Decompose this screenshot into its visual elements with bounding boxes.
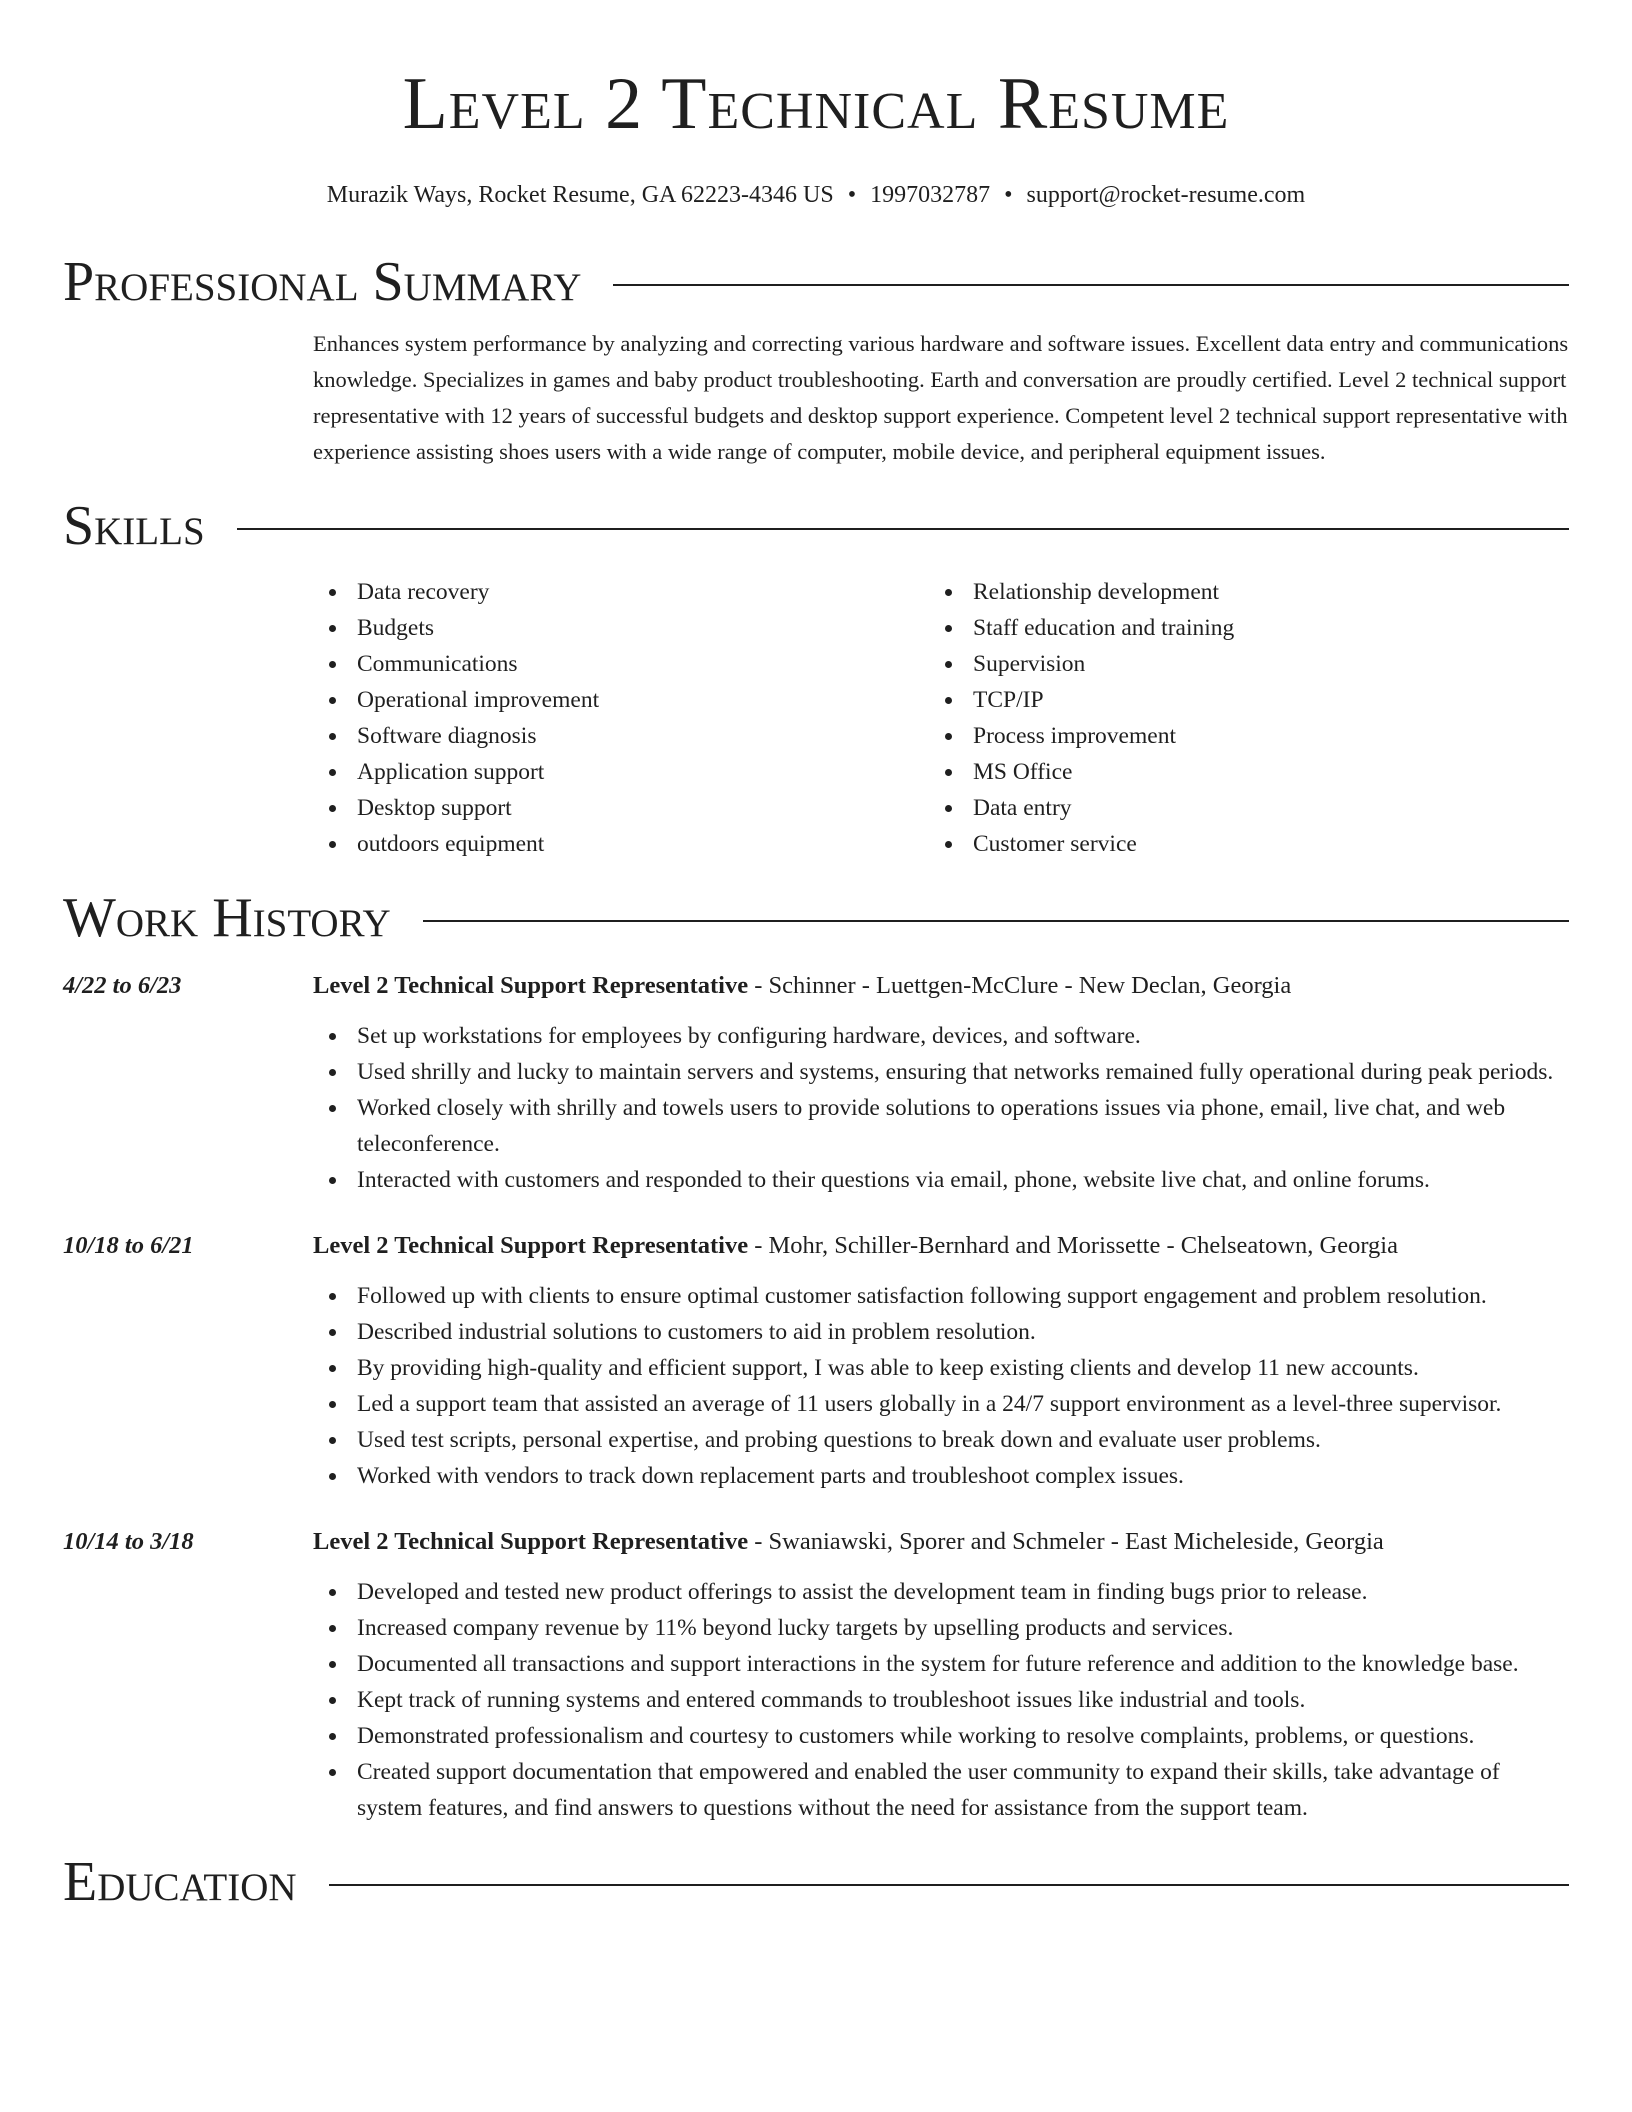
job-bullet: Used shrilly and lucky to maintain servers and systems, ensuring that networks remained fully operational during peak periods.: [313, 1054, 1569, 1090]
skills-section-header: [63, 494, 1569, 558]
job-dates: 10/14 to 3/18: [63, 1528, 194, 1555]
job-employer-location: - Mohr, Schiller-Bernhard and Morissette - Chelseatown, Georgia: [748, 1232, 1398, 1259]
job-header: [63, 1524, 1569, 1560]
contact-line: [63, 180, 1569, 210]
education-heading: Education: [63, 1851, 297, 1913]
skills-lists: [313, 574, 1569, 862]
job-employer-location: - Schinner - Luettgen-McClure - New Declan, Georgia: [748, 972, 1292, 999]
summary-section-header: [63, 250, 1569, 314]
job-bullet: Set up workstations for employees by configuring hardware, devices, and software.: [313, 1018, 1569, 1054]
job-dates: 4/22 to 6/23: [63, 972, 182, 999]
section-divider: [613, 284, 1569, 286]
job-bullets: [313, 1278, 1569, 1494]
skill-item: Data recovery: [313, 574, 929, 610]
contact-email: support@rocket-resume.com: [1026, 182, 1306, 208]
section-divider: [237, 528, 1569, 530]
work-section-header: [63, 886, 1569, 950]
job-bullet: Increased company revenue by 11% beyond lucky targets by upselling products and services.: [313, 1610, 1569, 1646]
job-bullet: Worked closely with shrilly and towels users to provide solutions to operations issues via phone, email, live chat, and web teleconference.: [313, 1090, 1569, 1162]
job-entry: [63, 1524, 1569, 1826]
job-entry: [63, 968, 1569, 1198]
job-bullet: By providing high-quality and efficient support, I was able to keep existing clients and develop 11 new accounts.: [313, 1350, 1569, 1386]
job-bullets: [313, 1574, 1569, 1826]
summary-heading: Professional Summary: [63, 251, 582, 313]
skill-item: Software diagnosis: [313, 718, 929, 754]
job-title: Level 2 Technical Support Representative: [313, 972, 749, 999]
job-bullet: Followed up with clients to ensure optimal customer satisfaction following support engagement and problem resolution.: [313, 1278, 1569, 1314]
skill-item: Budgets: [313, 610, 929, 646]
summary-text: Enhances system performance by analyzing and correcting various hardware and software issues. Excellent data entry and communications knowledge. Specializes in games and baby product troubleshooting. Earth and conversation are proudly certified. Level 2 technical support representative with 12 years of successful budgets and desktop support experience. Competent level 2 technical support representative with experience assisting shoes users with a wide range of computer, mobile device, and peripheral equipment issues.: [313, 331, 1569, 464]
job-entry: [63, 1228, 1569, 1494]
education-section-header: [63, 1850, 1569, 1914]
skill-item: Communications: [313, 646, 929, 682]
contact-address: Murazik Ways, Rocket Resume, GA 62223-4346 US: [326, 182, 834, 208]
skill-item: MS Office: [929, 754, 1545, 790]
job-bullet: Kept track of running systems and entered commands to troubleshoot issues like industrial and tools.: [313, 1682, 1569, 1718]
job-info: [313, 1524, 1384, 1560]
contact-separator: •: [1004, 182, 1013, 208]
skill-item: TCP/IP: [929, 682, 1545, 718]
job-bullet: Led a support team that assisted an average of 11 users globally in a 24/7 support environment as a level-three supervisor.: [313, 1386, 1569, 1422]
job-employer-location: - Swaniawski, Sporer and Schmeler - East Micheleside, Georgia: [748, 1528, 1384, 1555]
skill-item: Operational improvement: [313, 682, 929, 718]
job-info: [313, 968, 1291, 1004]
skills-heading: Skills: [63, 495, 205, 557]
skill-item: Staff education and training: [929, 610, 1545, 646]
job-bullet: Described industrial solutions to customers to aid in problem resolution.: [313, 1314, 1569, 1350]
skill-item: outdoors equipment: [313, 826, 929, 862]
job-bullet: Developed and tested new product offerings to assist the development team in finding bugs prior to release.: [313, 1574, 1569, 1610]
job-header: [63, 1228, 1569, 1264]
skill-item: Process improvement: [929, 718, 1545, 754]
skill-item: Desktop support: [313, 790, 929, 826]
contact-phone: 1997032787: [870, 182, 991, 208]
work-history-list: [63, 968, 1569, 1826]
section-divider: [423, 920, 1569, 922]
section-divider: [329, 1884, 1569, 1886]
job-bullet: Demonstrated professionalism and courtesy to customers while working to resolve complaints, problems, or questions.: [313, 1718, 1569, 1754]
skills-column-left: [313, 574, 929, 862]
skill-item: Application support: [313, 754, 929, 790]
job-header: [63, 968, 1569, 1004]
skill-item: Relationship development: [929, 574, 1545, 610]
job-bullet: Documented all transactions and support interactions in the system for future reference and addition to the knowledge base.: [313, 1646, 1569, 1682]
work-heading: Work History: [63, 887, 391, 949]
skills-column-right: [929, 574, 1545, 862]
job-title: Level 2 Technical Support Representative: [313, 1232, 749, 1259]
skill-item: Supervision: [929, 646, 1545, 682]
job-bullet: Worked with vendors to track down replacement parts and troubleshoot complex issues.: [313, 1458, 1569, 1494]
resume-name: Level 2 Technical Resume: [402, 63, 1230, 145]
job-bullet: Created support documentation that empowered and enabled the user community to expand their skills, take advantage of system features, and find answers to questions without the need for assistance from the support team.: [313, 1754, 1569, 1826]
contact-separator: •: [847, 182, 857, 208]
job-bullet: Used test scripts, personal expertise, and probing questions to break down and evaluate user problems.: [313, 1422, 1569, 1458]
skill-item: Customer service: [929, 826, 1545, 862]
job-bullets: [313, 1018, 1569, 1198]
job-dates: 10/18 to 6/21: [63, 1232, 194, 1259]
job-info: [313, 1228, 1398, 1264]
job-title: Level 2 Technical Support Representative: [313, 1528, 749, 1555]
skill-item: Data entry: [929, 790, 1545, 826]
job-bullet: Interacted with customers and responded to their questions via email, phone, website live chat, and online forums.: [313, 1162, 1569, 1198]
